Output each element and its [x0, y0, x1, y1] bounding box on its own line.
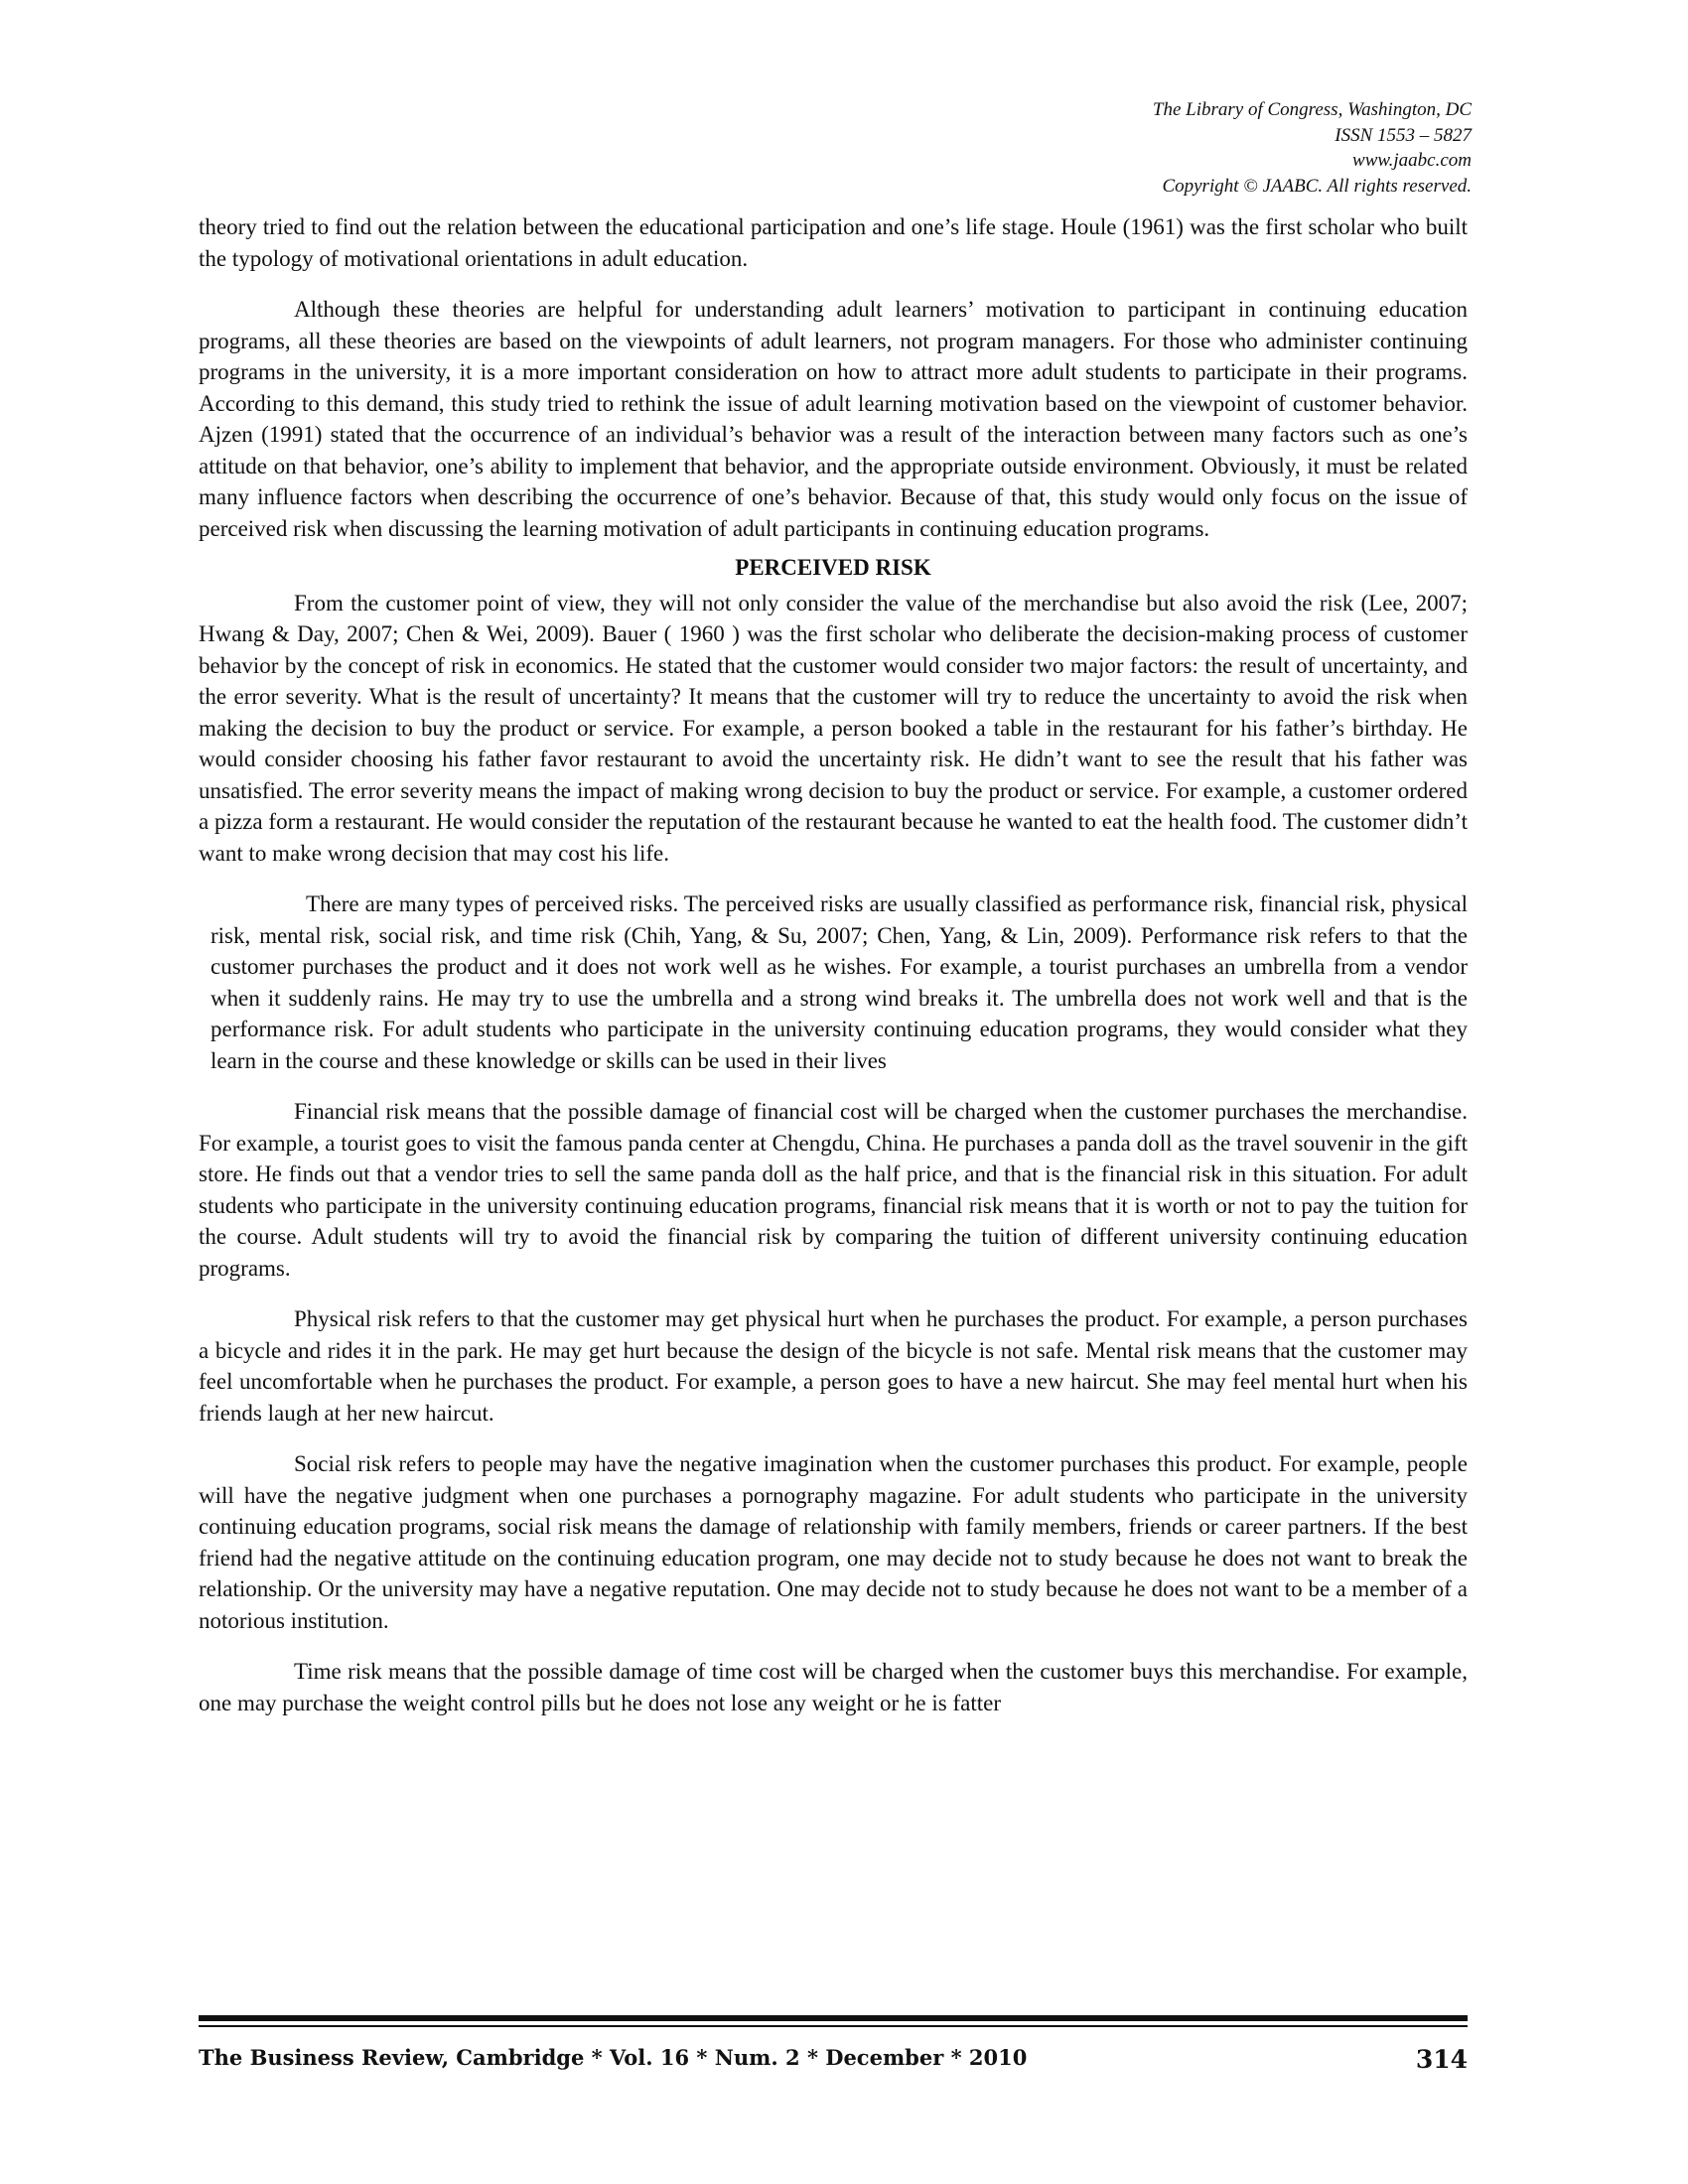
paragraph-continuation: theory tried to find out the relation between the educational participation and one’s life stage. Houle (1961) was the first scholar who built the typology of motivational orientations in adult education.	[199, 214, 1468, 271]
page-footer	[199, 2045, 1468, 2077]
paragraph-financial-risk: Financial risk means that the possible damage of financial cost will be charged when the customer purchases the merchandise. For example, a tourist goes to visit the famous panda center at Chengdu, China. He purchases a panda doll as the travel souvenir in the gift store. He finds out that a vendor tries to sell the same panda doll as the half price, and that is the financial risk in this situation. For adult students who participate in the university continuing education programs, financial risk means that it is worth or not to pay the tuition for the course. Adult students will try to avoid the financial risk by comparing the tuition of different university continuing education programs.	[199, 1099, 1468, 1281]
article-body	[199, 211, 1468, 1718]
footer-journal-citation: The Business Review, Cambridge * Vol. 16 * Num. 2 * December * 2010	[199, 2045, 1028, 2070]
header-issn-line: ISSN 1553 – 5827	[1335, 124, 1472, 146]
page-number: 314	[1415, 2045, 1468, 2074]
header-website-line: www.jaabc.com	[1352, 150, 1472, 171]
journal-header	[776, 97, 1472, 199]
paragraph-theories: Although these theories are helpful for understanding adult learners’ motivation to participant in continuing education programs, all these theories are based on the viewpoints of adult learners, not program managers. For those who administer continuing programs in the university, it is a more important consideration on how to attract more adult students to participate in their programs. According to this demand, this study tried to rethink the issue of adult learning motivation based on the viewpoint of customer behavior. Ajzen (1991) stated that the occurrence of an individual’s behavior was a result of the interaction between many factors such as one’s attitude on that behavior, one’s ability to implement that behavior, and the appropriate outside environment. Obviously, it must be related many influence factors when describing the occurrence of one’s behavior. Because of that, this study would only focus on the issue of perceived risk when discussing the learning motivation of adult participants in continuing education programs.	[199, 297, 1468, 541]
paragraph-risk-types: There are many types of perceived risks. The perceived risks are usually classified as performance risk, financial risk, physical risk, mental risk, social risk, and time risk (Chih, Yang, & Su, 2007; Chen, Yang, & Lin, 2009). Performance risk refers to that the customer purchases the product and it does not work well as he wishes. For example, a tourist purchases an umbrella from a vendor when it suddenly rains. He may try to use the umbrella and a strong wind breaks it. The umbrella does not work well and that is the performance risk. For adult students who participate in the university continuing education programs, they would consider what they learn in the course and these knowledge or skills can be used in their lives	[211, 891, 1468, 1073]
paragraph-physical-risk: Physical risk refers to that the customer may get physical hurt when he purchases the product. For example, a person purchases a bicycle and rides it in the park. He may get hurt because the design of the bicycle is not safe. Mental risk means that the customer may feel uncomfortable when he purchases the product. For example, a person goes to have a new haircut. She may feel mental hurt when his friends laugh at her new haircut.	[199, 1306, 1468, 1426]
footer-rule-thick	[199, 2015, 1468, 2021]
section-heading-perceived-risk: PERCEIVED RISK	[735, 555, 931, 580]
footer-rule-thin	[199, 2025, 1468, 2027]
paragraph-time-risk: Time risk means that the possible damage of time cost will be charged when the customer buys this merchandise. For example, one may purchase the weight control pills but he does not lose any weight or he is fatter	[199, 1659, 1468, 1715]
header-library-line: The Library of Congress, Washington, DC	[1152, 99, 1472, 120]
header-copyright-line: Copyright © JAABC. All rights reserved.	[1162, 175, 1472, 197]
paragraph-social-risk: Social risk refers to people may have the negative imagination when the customer purchases this product. For example, people will have the negative judgment when one purchases a pornography magazine. For adult students who participate in the university continuing education programs, social risk means the damage of relationship with family members, friends or career partners. If the best friend had the negative attitude on the continuing education program, one may decide not to study because he does not want to break the relationship. Or the university may have a negative reputation. One may decide not to study because he does not want to be a member of a notorious institution.	[199, 1451, 1468, 1633]
paragraph-customer-view: From the customer point of view, they will not only consider the value of the merchandise but also avoid the risk (Lee, 2007; Hwang & Day, 2007; Chen & Wei, 2009). Bauer ( 1960 ) was the first scholar who deliberate the decision-making process of customer behavior by the concept of risk in economics. He stated that the customer would consider two major factors: the result of uncertainty, and the error severity. What is the result of uncertainty? It means that the customer will try to reduce the uncertainty to avoid the risk when making the decision to buy the product or service. For example, a person booked a table in the restaurant for his father’s birthday. He would consider choosing his father favor restaurant to avoid the uncertainty risk. He didn’t want to see the result that his father was unsatisfied. The error severity means the impact of making wrong decision to buy the product or service. For example, a customer ordered a pizza form a restaurant. He would consider the reputation of the restaurant because he wanted to eat the health food. The customer didn’t want to make wrong decision that may cost his life.	[199, 590, 1468, 866]
